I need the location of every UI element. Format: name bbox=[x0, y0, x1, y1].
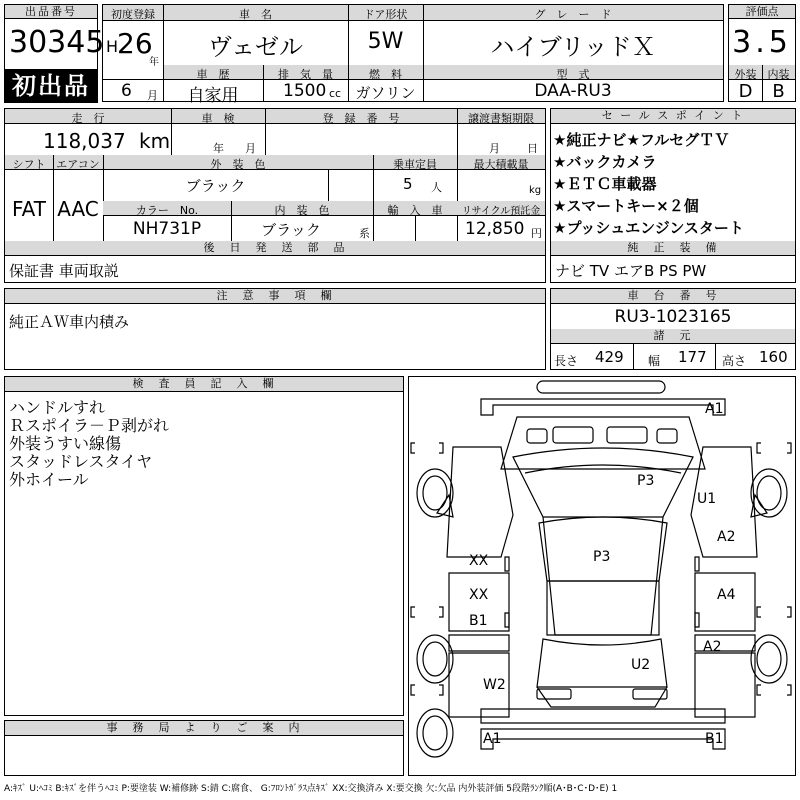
int-color: ブラック bbox=[261, 221, 321, 239]
inspector-line-1: ハンドルすれ bbox=[9, 398, 106, 417]
sales-points-box bbox=[550, 108, 796, 283]
color-no: NH731P bbox=[132, 219, 202, 239]
shift-label: シフト bbox=[12, 158, 46, 171]
first-sale-badge: 初出品 bbox=[4, 69, 98, 103]
score: 3.5 bbox=[732, 25, 792, 60]
sales-point-3: ★ＥＴＣ車載器 bbox=[553, 175, 657, 193]
ext-color: ブラック bbox=[185, 177, 246, 195]
score-label: 評価点 bbox=[729, 5, 795, 19]
mark-u2: U2 bbox=[631, 657, 651, 673]
sales-points-label: セ ー ル ス ポ イ ン ト bbox=[551, 109, 795, 124]
later-parts: 保証書 車両取説 bbox=[9, 262, 119, 280]
door: 5W bbox=[367, 29, 404, 54]
inspector-label: 検 査 員 記 入 欄 bbox=[5, 377, 403, 392]
mileage-label: 走 行 bbox=[71, 112, 105, 125]
inspector-line-2: Ｒスポイラ－Ｐ剥がれ bbox=[9, 416, 170, 435]
width: 177 bbox=[678, 348, 707, 366]
office-label: 事 務 局 よ り ご 案 内 bbox=[5, 721, 403, 736]
reg-no-label: 登 録 番 号 bbox=[322, 112, 400, 125]
model-label: 型 式 bbox=[556, 68, 590, 81]
insp-year-unit: 年 bbox=[213, 142, 224, 155]
notes-box bbox=[4, 288, 546, 370]
lot-box bbox=[4, 4, 105, 102]
mark-u1: U1 bbox=[697, 491, 717, 507]
mark-p3-center: P3 bbox=[593, 549, 611, 565]
lot-number: 30345 bbox=[9, 25, 105, 60]
model: DAA-RU3 bbox=[534, 81, 612, 101]
load-label: 最大積載量 bbox=[473, 158, 529, 171]
inspector-line-4: スタッドレスタイヤ bbox=[9, 452, 153, 471]
capacity-label: 乗車定員 bbox=[393, 158, 437, 171]
mark-xx-rear-left: XX bbox=[469, 587, 489, 603]
inspection-label: 車 検 bbox=[201, 112, 235, 125]
car-name: ヴェゼル bbox=[207, 33, 304, 61]
import-label: 輸 入 車 bbox=[387, 204, 443, 217]
lot-label: 出品番号 bbox=[5, 5, 97, 19]
mark-a2-rear-right: A2 bbox=[703, 639, 722, 655]
tr-month-unit: 月 bbox=[489, 142, 500, 155]
sales-point-1: ★純正ナビ★フルセグＴＶ bbox=[553, 131, 730, 149]
chassis-number: RU3-1023165 bbox=[614, 307, 732, 327]
era: H bbox=[106, 37, 119, 56]
displacement: 1500 bbox=[283, 81, 327, 101]
grade: ハイブリッドＸ bbox=[490, 33, 656, 61]
car-name-label: 車 名 bbox=[239, 8, 272, 21]
inspector-box bbox=[4, 376, 404, 716]
equip-label: 純 正 装 備 bbox=[551, 241, 795, 256]
grade-label: グ レ ー ド bbox=[534, 8, 612, 21]
equip: ナビ TV エアB PS PW bbox=[555, 262, 707, 280]
inspector-line-5: 外ホイール bbox=[9, 470, 89, 489]
fuel-label: 燃 料 bbox=[369, 68, 402, 81]
height-label: 高さ bbox=[722, 354, 747, 368]
legend: A:ｷｽﾞ U:ﾍｺﾐ B:ｷｽﾞを伴うﾍｺﾐ P:要塗装 W:補修跡 S:錆 C:腐食、 G:ﾌﾛﾝﾄｶﾞﾗｽ点ｷｽﾞ XX:交換済み X:要交換 欠:欠品 内外装評価 5段階ﾗﾝｸ順(A･B･C･D･E) 1 bbox=[4, 784, 618, 794]
mark-a1-bottom-left: A1 bbox=[483, 731, 502, 747]
month-unit: 月 bbox=[147, 89, 158, 102]
recycle: 12,850 bbox=[465, 219, 525, 239]
later-parts-label: 後 日 発 送 部 品 bbox=[5, 241, 545, 256]
shift: FAT bbox=[11, 197, 46, 221]
year: 26 bbox=[117, 27, 153, 60]
mark-b1-bottom-right: B1 bbox=[705, 731, 724, 747]
ac-label: エアコン bbox=[56, 158, 100, 171]
cc-unit: cc bbox=[329, 87, 342, 100]
length: 429 bbox=[595, 348, 624, 366]
length-label: 長さ bbox=[554, 354, 579, 368]
car-outline bbox=[409, 377, 795, 775]
int-grade-label: 内装 bbox=[767, 68, 790, 81]
int-color-suffix: 系 bbox=[359, 227, 370, 240]
insp-month-unit: 月 bbox=[245, 142, 256, 155]
door-label: ドア形状 bbox=[363, 8, 408, 21]
mark-b1-rear-left: B1 bbox=[469, 613, 488, 629]
transfer-label: 譲渡書類期限 bbox=[468, 112, 534, 125]
detail-box bbox=[4, 108, 546, 283]
reg-label: 初度登録 bbox=[111, 8, 155, 21]
car-diagram bbox=[408, 376, 796, 776]
load-unit: kg bbox=[529, 185, 542, 196]
capacity-unit: 人 bbox=[431, 181, 442, 194]
int-color-label: 内 装 色 bbox=[274, 204, 330, 217]
sales-point-5: ★プッシュエンジンスタート bbox=[553, 219, 744, 237]
width-label: 幅 bbox=[648, 354, 661, 368]
ac: AAC bbox=[57, 197, 99, 221]
mark-a4: A4 bbox=[717, 587, 736, 603]
mark-a2-front-right: A2 bbox=[717, 529, 736, 545]
height: 160 bbox=[759, 348, 788, 366]
fuel: ガソリン bbox=[355, 84, 416, 102]
recycle-label: リサイクル預託金 bbox=[461, 206, 541, 217]
inspector-line-3: 外装うすい線傷 bbox=[9, 434, 122, 453]
tr-day-unit: 日 bbox=[527, 142, 538, 155]
notes-text: 純正ＡＷ車内積み bbox=[9, 313, 130, 331]
sales-point-4: ★スマートキー×２個 bbox=[553, 197, 699, 215]
chassis-box bbox=[550, 288, 796, 370]
color-no-label: カラー No. bbox=[135, 204, 199, 217]
capacity: 5 bbox=[403, 175, 413, 193]
int-grade: B bbox=[772, 81, 785, 102]
office-box bbox=[4, 720, 404, 776]
year-unit: 年 bbox=[149, 57, 159, 68]
mark-a1-top: A1 bbox=[705, 401, 724, 417]
spec-label: 諸 元 bbox=[551, 329, 795, 344]
chassis-label: 車 台 番 号 bbox=[551, 289, 795, 304]
score-box bbox=[728, 4, 796, 102]
header-main bbox=[102, 4, 724, 106]
ext-grade-label: 外装 bbox=[734, 68, 757, 81]
month: 6 bbox=[121, 81, 132, 101]
mark-w2: W2 bbox=[483, 677, 506, 693]
mark-p3-roof: P3 bbox=[637, 473, 655, 489]
yen-unit: 円 bbox=[531, 227, 542, 240]
ext-grade: D bbox=[738, 81, 753, 102]
notes-label: 注 意 事 項 欄 bbox=[5, 289, 545, 304]
mileage: 118,037 bbox=[43, 129, 126, 153]
sales-point-2: ★バックカメラ bbox=[553, 153, 657, 171]
mark-xx-front-left: XX bbox=[469, 553, 489, 569]
mileage-unit: km bbox=[139, 129, 171, 153]
history-label: 車 歴 bbox=[196, 68, 230, 81]
history: 自家用 bbox=[187, 86, 239, 106]
ext-color-label: 外 装 色 bbox=[210, 158, 266, 171]
displacement-label: 排 気 量 bbox=[278, 68, 333, 81]
